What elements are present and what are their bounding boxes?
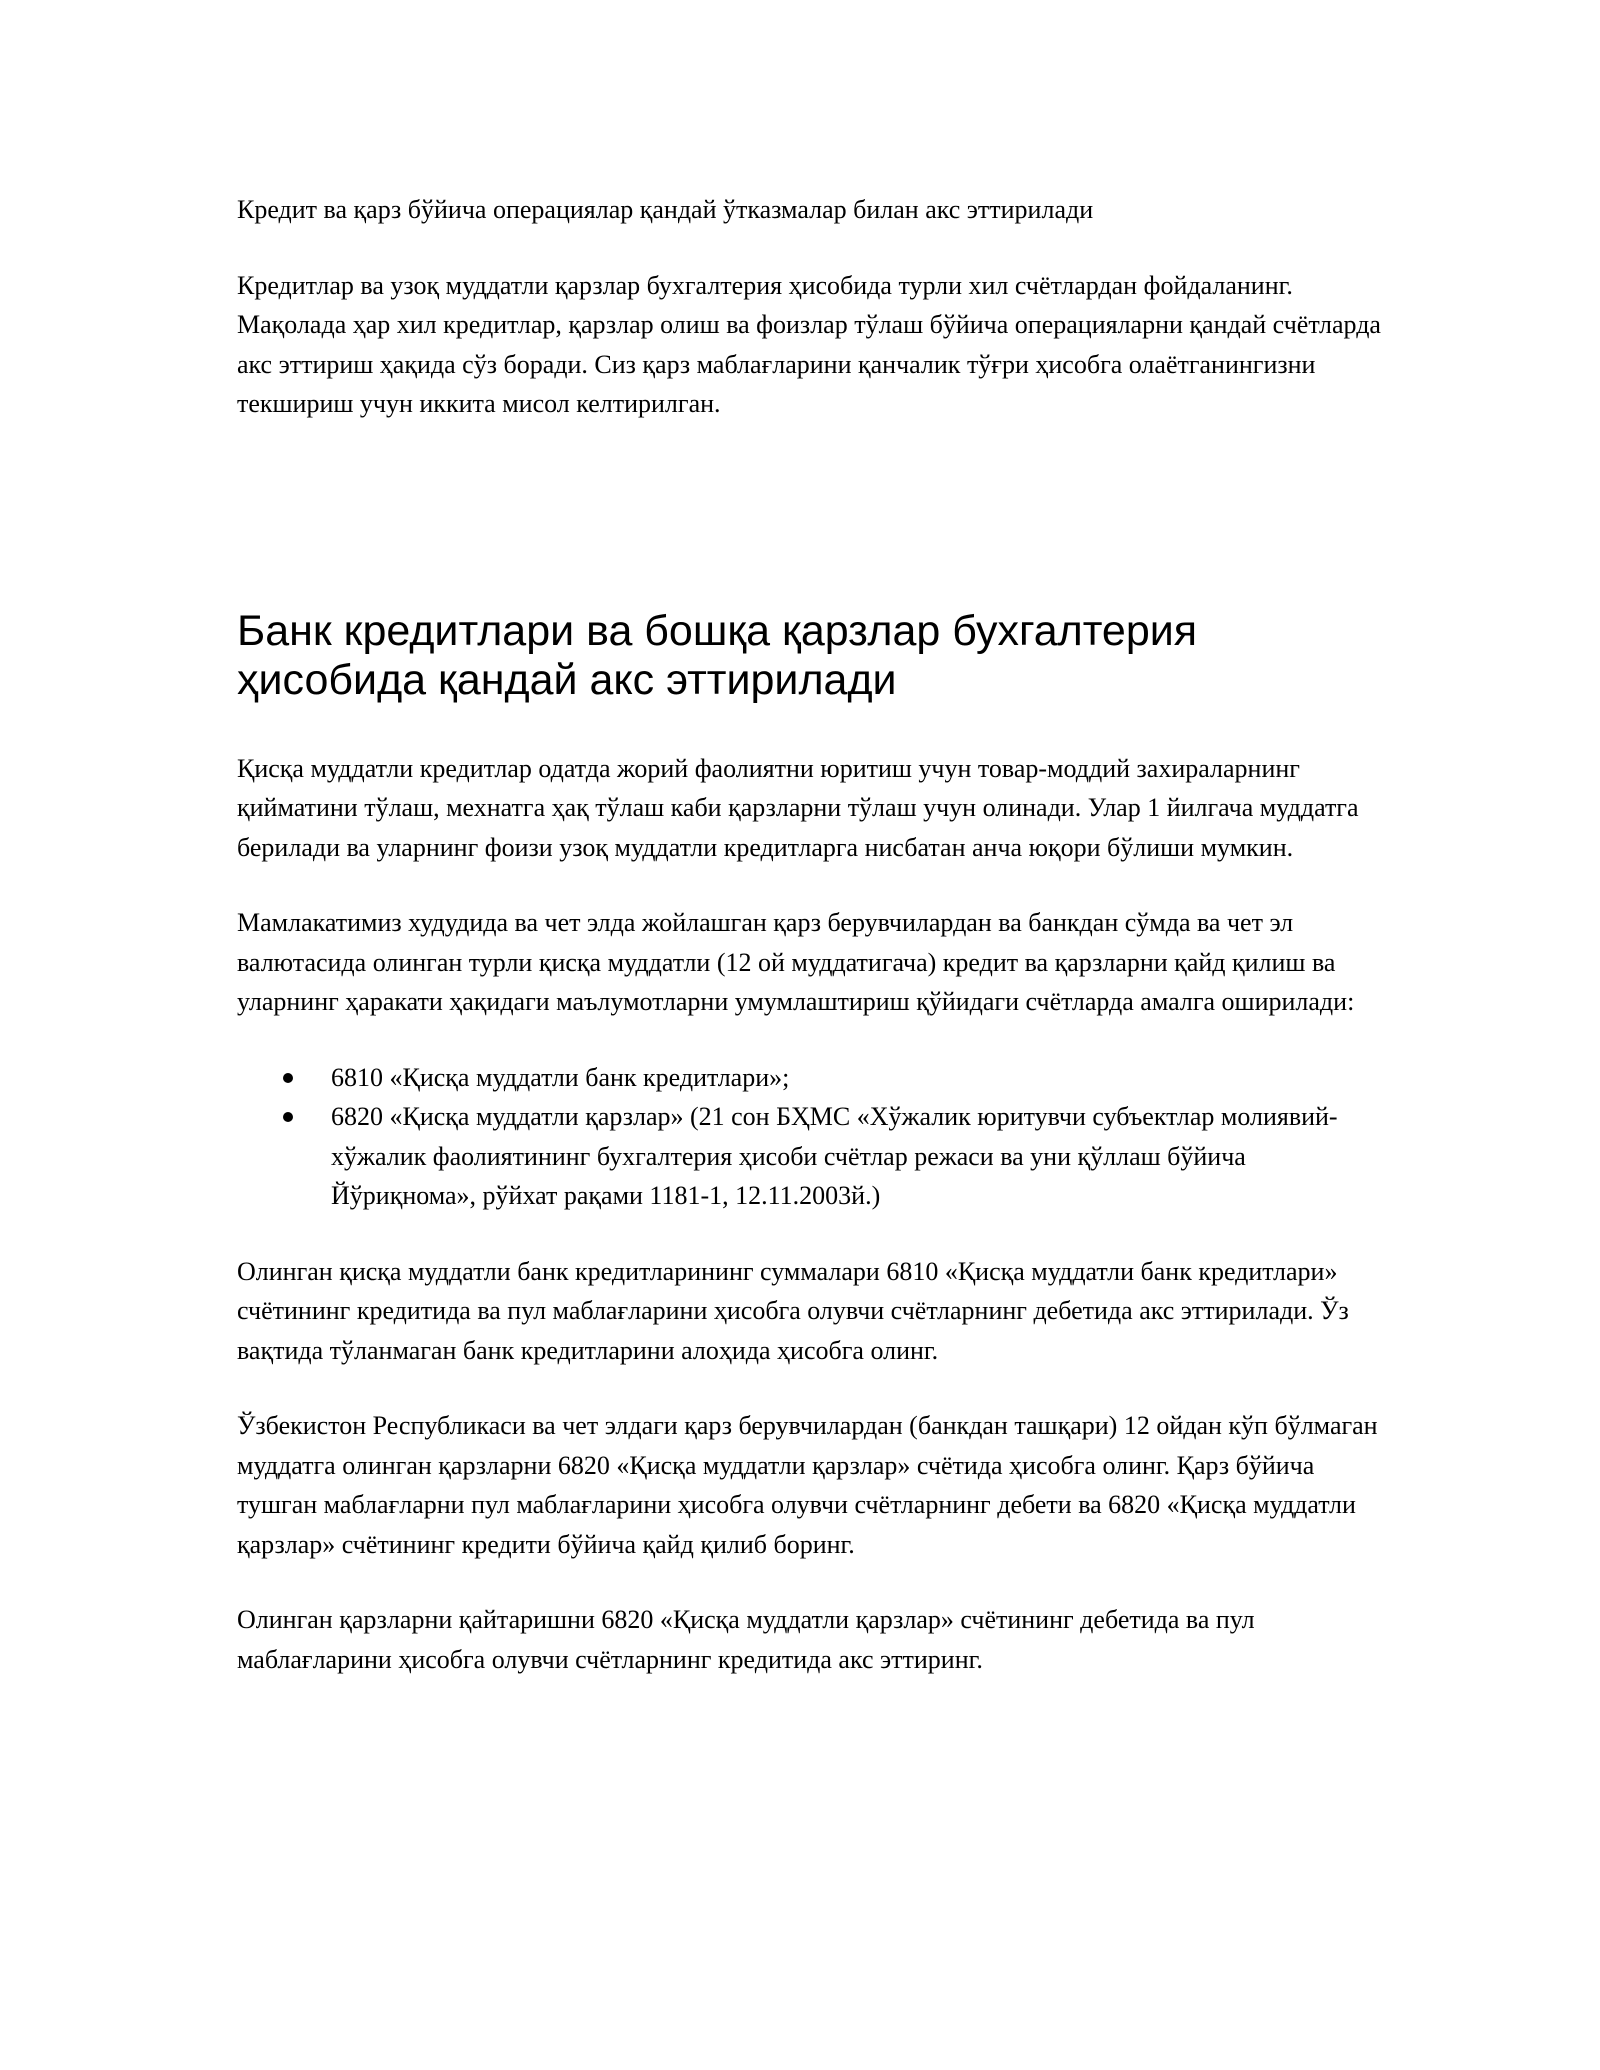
paragraph-repayment: Олинган қарзларни қайтаришни 6820 «Қисқа муддатли қарзлар» счётининг дебетида ва пул маблағларини ҳисобга олувчи счётларнинг кредитида акс эттиринг.: [237, 1605, 1255, 1674]
document-page: [237, 190, 1387, 1715]
list-item-text: 6810 «Қисқа муддатли банк кредитлари»;: [331, 1062, 790, 1092]
paragraph-accounts-intro: Мамлакатимиз худудида ва чет элда жойлашган қарз берувчилардан ва банкдан сўмда ва чет эл валютасида олинган турли қисқа муддатли (12 ой муддатигача) кредит ва қарзларни қайд қилиш ва уларнинг ҳаракати ҳақидаги маълумотларни умумлаштириш қўйидаги счётларда амалга оширилади:: [237, 908, 1355, 1016]
list-item: [237, 1058, 1387, 1098]
section-heading-line-1: Банк кредитлари ва бошқа қарзлар бухгалтерия: [237, 606, 1198, 655]
paragraph-bank-credits: Олинган қисқа муддатли банк кредитларининг суммалари 6810 «Қисқа муддатли банк кредитлари» счётининг кредитида ва пул маблағларини ҳисобга олувчи счётларнинг дебетида акс эттирилади. Ўз вақтида тўланмаган банк кредитларини алоҳида ҳисобга олинг.: [237, 1256, 1349, 1365]
bullet-icon: [283, 1112, 293, 1122]
list-item: [237, 1097, 1387, 1216]
section-heading-line-2: ҳисобида қандай акс эттирилади: [237, 655, 897, 704]
list-item-text: 6820 «Қисқа муддатли қарзлар» (21 сон БҲМС «Хўжалик юритувчи субъектлар молиявий-хўжалик фаолиятининг бухгалтерия ҳисоби счётлар режаси ва уни қўллаш бўйича Йўриқнома», рўйхат рақами 1181-1, 12.11.2003й.): [331, 1102, 1338, 1210]
bullet-icon: [283, 1073, 293, 1083]
intro-title: Кредит ва қарз бўйича операциялар қандай ўтказмалар билан акс эттирилади: [237, 195, 1094, 224]
paragraph-short-term-credits: Қисқа муддатли кредитлар одатда жорий фаолиятни юритиш учун товар-моддий захираларнинг қийматини тўлаш, мехнатга ҳақ тўлаш каби қарзларни тўлаш учун олинади. Улар 1 йилгача муддатга берилади ва уларнинг фоизи узоқ муддатли кредитларга нисбатан анча юқори бўлиши мумкин.: [237, 753, 1359, 862]
intro-paragraph: Кредитлар ва узоқ муддатли қарзлар бухгалтерия ҳисобида турли хил счётлардан фойдаланинг. Мақолада ҳар хил кредитлар, қарзлар олиш ва фоизлар тўлаш бўйича операцияларни қандай счётларда акс эттириш ҳақида сўз боради. Сиз қарз маблағларини қанчалик тўғри ҳисобга олаётганингизни текшириш учун иккита мисол келтирилган.: [237, 270, 1381, 418]
accounts-list: [237, 1058, 1387, 1216]
section-heading: [237, 607, 1387, 705]
paragraph-loans: Ўзбекистон Республикаси ва чет элдаги қарз берувчилардан (банкдан ташқари) 12 ойдан кўп бўлмаган муддатга олинган қарзларни 6820 «Қисқа муддатли қарзлар» счётида ҳисобга олинг. Қарз бўйича тушган маблағларни пул маблағларини ҳисобга олувчи счётларнинг дебети ва 6820 «Қисқа муддатли қарзлар» счётининг кредити бўйича қайд қилиб боринг.: [237, 1411, 1378, 1559]
